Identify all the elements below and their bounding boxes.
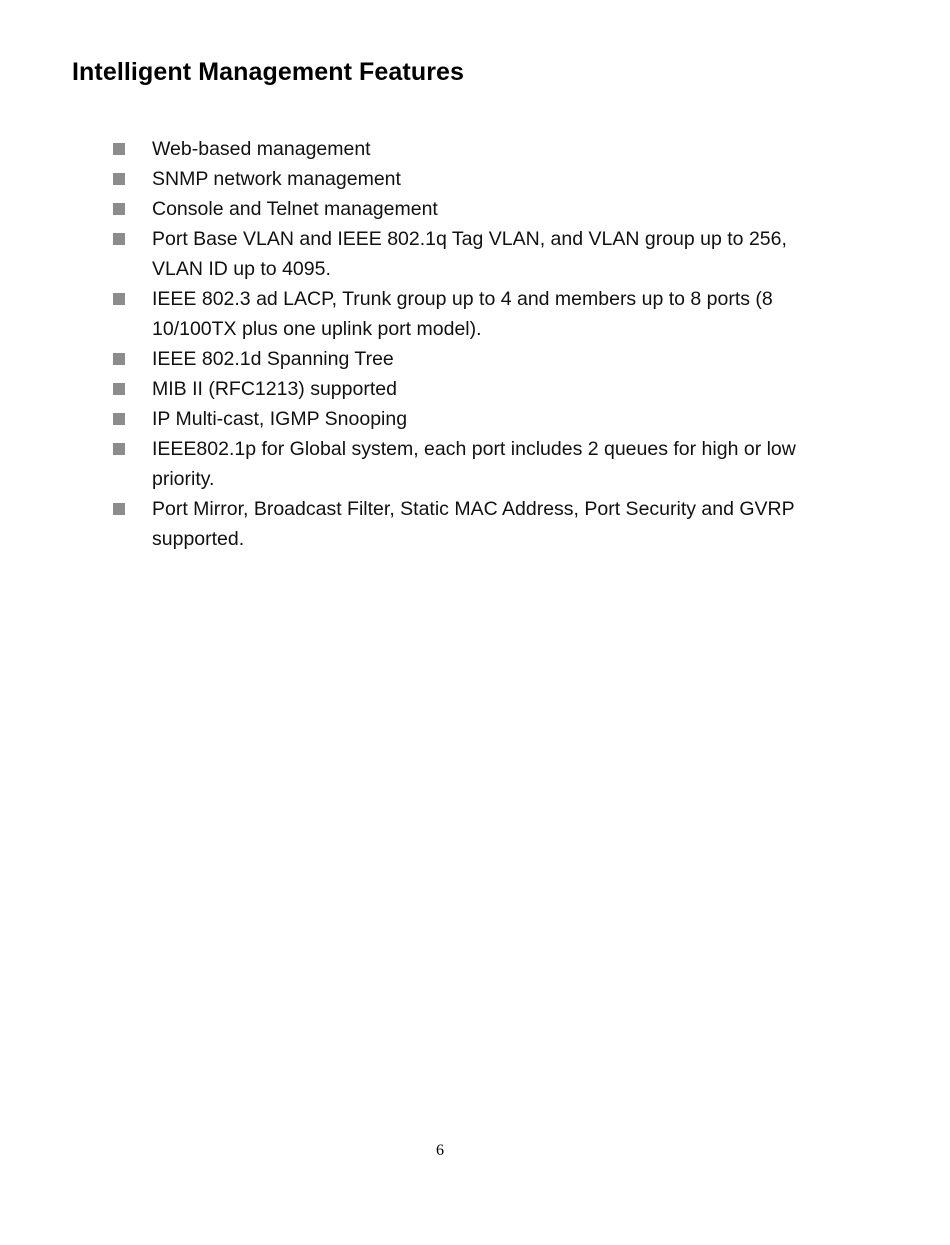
list-item: [113, 404, 833, 434]
square-bullet-icon: [113, 383, 125, 395]
list-item: [113, 494, 833, 554]
list-item: [113, 134, 833, 164]
square-bullet-icon: [113, 203, 125, 215]
list-item: [113, 164, 833, 194]
square-bullet-icon: [113, 353, 125, 365]
square-bullet-icon: [113, 233, 125, 245]
square-bullet-icon: [113, 173, 125, 185]
feature-list: [113, 134, 833, 554]
list-item: [113, 374, 833, 404]
list-item: [113, 434, 833, 494]
feature-text: SNMP network management: [152, 168, 401, 190]
square-bullet-icon: [113, 143, 125, 155]
square-bullet-icon: [113, 293, 125, 305]
square-bullet-icon: [113, 443, 125, 455]
feature-text: Port Mirror, Broadcast Filter, Static MAC Address, Port Security and GVRP supported.: [152, 498, 795, 550]
feature-text: IP Multi-cast, IGMP Snooping: [152, 408, 408, 430]
page-title: Intelligent Management Features: [72, 58, 465, 86]
feature-text: IEEE 802.3 ad LACP, Trunk group up to 4 and members up to 8 ports (8 10/100TX plus one uplink port model).: [152, 288, 773, 340]
list-item: [113, 344, 833, 374]
feature-text: Port Base VLAN and IEEE 802.1q Tag VLAN, and VLAN group up to 256, VLAN ID up to 4095.: [152, 228, 787, 280]
square-bullet-icon: [113, 503, 125, 515]
feature-text: MIB II (RFC1213) supported: [152, 378, 397, 400]
list-item: [113, 284, 833, 344]
list-item: [113, 224, 833, 284]
list-item: [113, 194, 833, 224]
page-number: 6: [436, 1142, 444, 1159]
feature-text: Console and Telnet management: [152, 198, 438, 220]
feature-text: IEEE 802.1d Spanning Tree: [152, 348, 394, 370]
feature-text: Web-based management: [152, 138, 371, 160]
square-bullet-icon: [113, 413, 125, 425]
feature-text: IEEE802.1p for Global system, each port includes 2 queues for high or low priority.: [152, 438, 796, 490]
